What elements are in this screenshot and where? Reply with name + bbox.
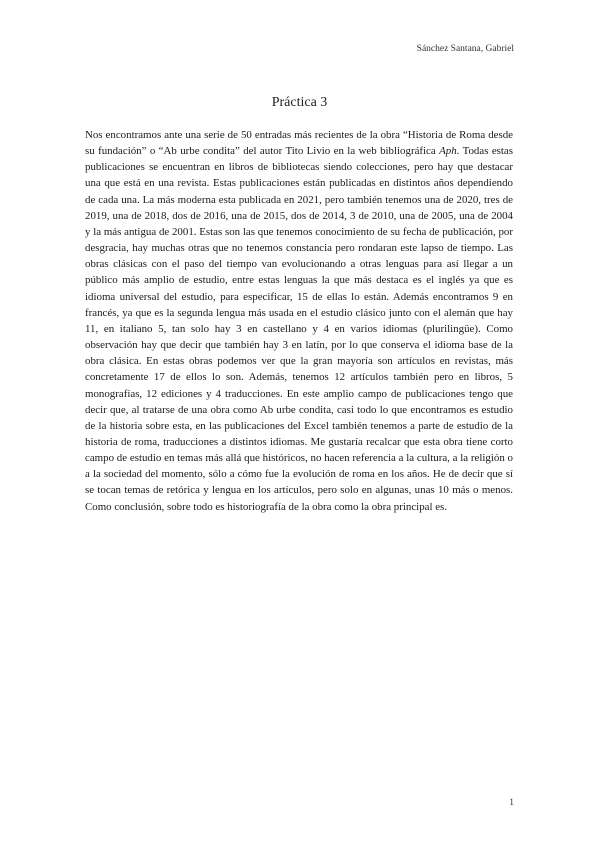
page-title: Práctica 3 [271,95,328,110]
body-paragraph [85,127,513,515]
page-number: 1 [509,798,514,808]
header-author: Sánchez Santana, Gabriel [416,44,514,54]
paragraph-text-part2: . Todas estas publicaciones se encuentran en libros de bibliotecas siendo colecciones, pero hay que destacar una que está en una revista. Estas publicaciones están publicadas en distintos años dependiendo de cada una. La más moderna esta publicada en 2021, pero también tenemos una de 2020, tres de 2019, una de 2018, dos de 2016, una de 2015, dos de 2014, 3 de 2010, una de 2005, una de 2004 y la más antigua de 2001. Estas son las que tenemos conocimiento de su fecha de publicación, por desgracia, hay muchas otras que no tenemos constancia pero rondaran este lapso de tiempo. Las obras clásicas con el paso del tiempo van evolucionando a otras lenguas para así llegar a un público más amplio de estudio, entre estas lenguas la que más destaca es el inglés ya que es idioma universal del estudio, para especificar, 15 de ellas lo están. Además encontramos 9 en francés, ya que es la segunda lengua más usada en el estudio clásico junto con el alemán que hay 11, en italiano 5, tan solo hay 3 en castellano y 4 en varios idiomas (plurilingüe). Como observación hay que decir que también hay 3 en latín, por lo que conserva el idioma base de la obra clásica. En estas obras podemos ver que la gran mayoría son artículos en revistas, más concretamente 17 de ellos lo son. Además, tenemos 12 artículos también pero en libros, 5 monografías, 12 ediciones y 4 traducciones. En este amplio campo de publicaciones tengo que decir que, al tratarse de una obra como Ab urbe condita, casi todo lo que encontramos es estudio de la historia sobre esta, en las publicaciones del Excel también tenemos a parte de estudio de la historia de roma, traducciones a distintos idiomas. Me gustaría recalcar que esta obra tiene corto campo de estudio en temas más allá que históricos, no hacen referencia a la cultura, a la religión o a la sociedad del momento, sólo a cómo fue la evolución de roma en los años. He de decir que sí se tocan temas de retórica y lengua en los artículos, pero solo en algunas, unas 10 más o menos. Como conclusión, sobre todo es historiografía de la obra como la obra principal es. [85,145,514,513]
paragraph-text-part1: Nos encontramos ante una serie de 50 entradas más recientes de la obra “Historia de Roma desde su fundación” o “Ab urbe condita” del autor Tito Livio en la web bibliográfica [85,129,513,158]
paragraph-italic-term: Aph [439,145,457,158]
